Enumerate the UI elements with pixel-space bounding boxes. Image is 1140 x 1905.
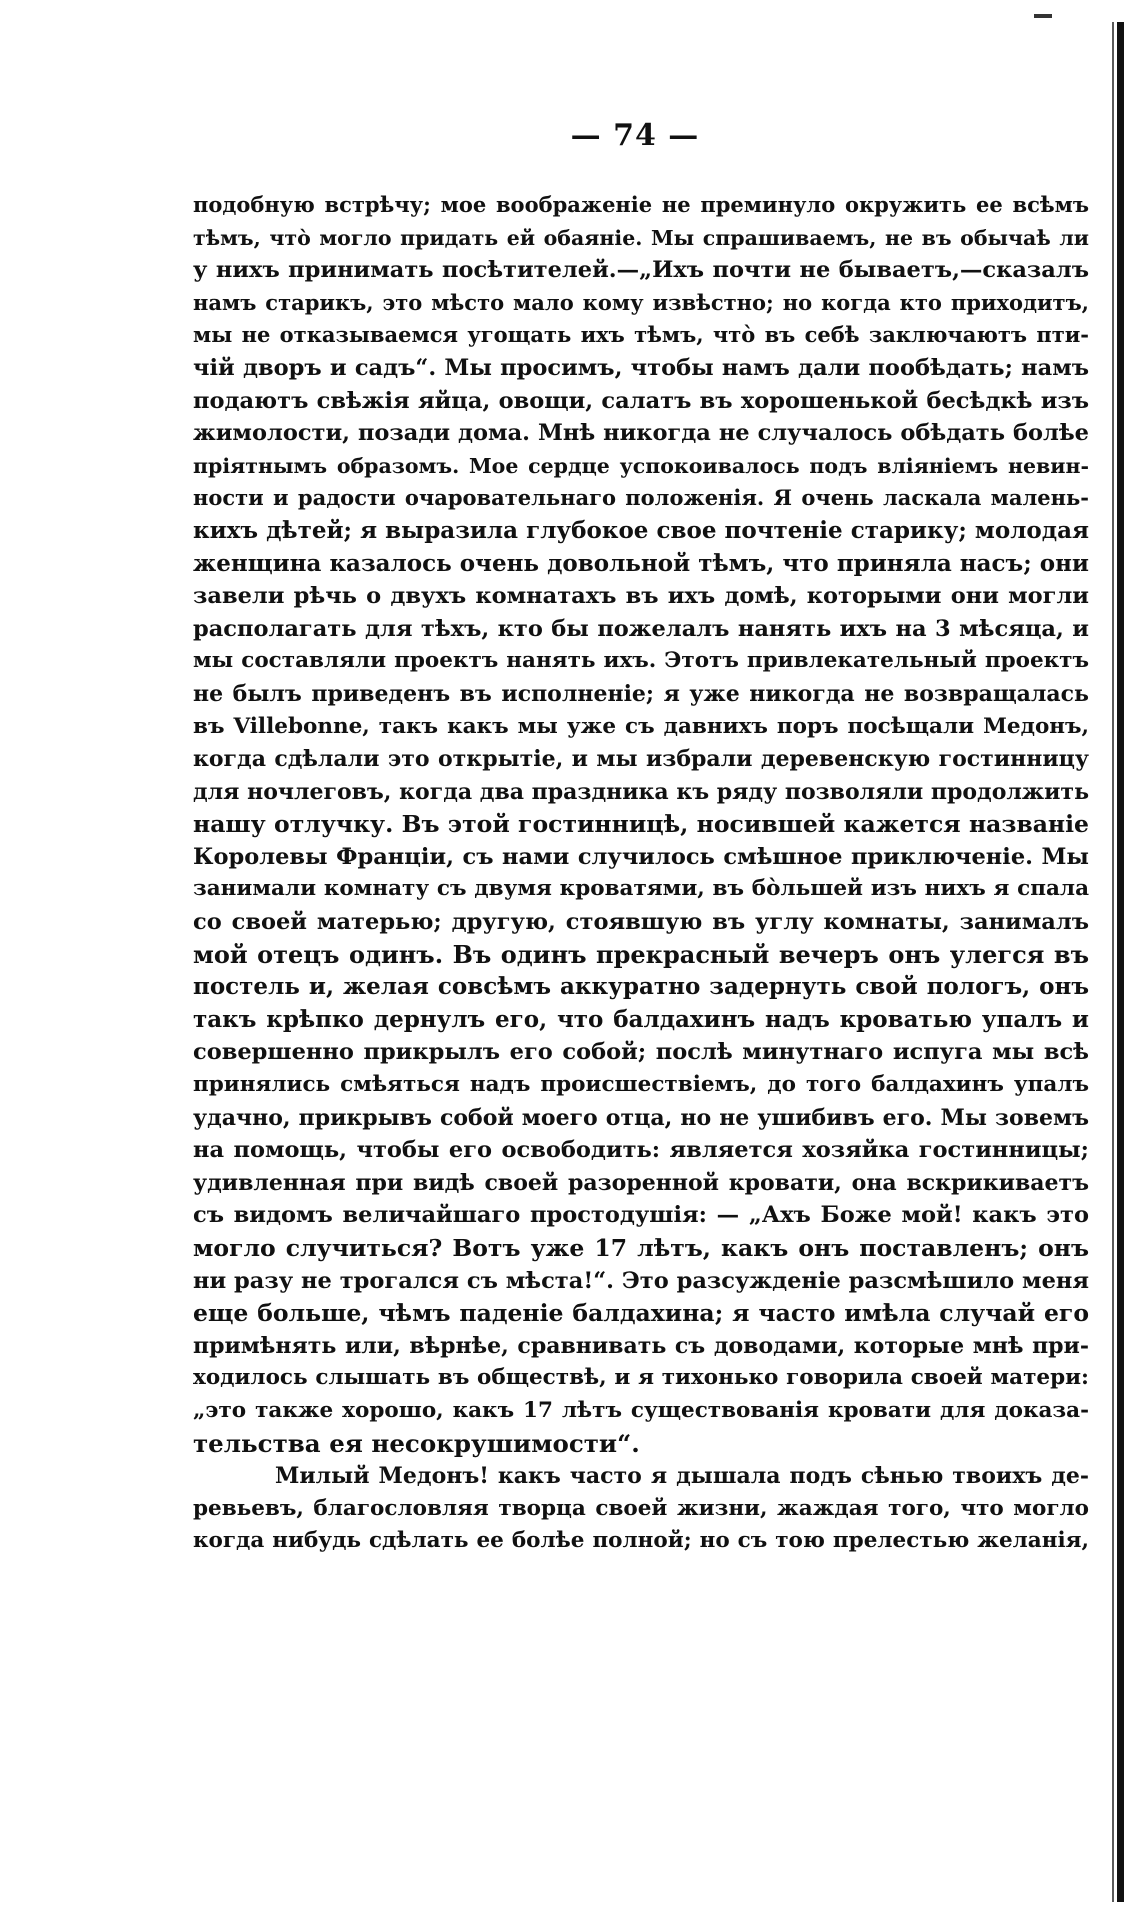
text-line: когда нибудь сдѣлать ее болѣе полной; но съ тою прелестью желанія,: [193, 1528, 1089, 1554]
text-line: подаютъ свѣжія яйца, овощи, салатъ въ хорошенькой бесѣдкѣ изъ: [193, 387, 1089, 414]
text-line: намъ старикъ, это мѣсто мало кому извѣстно; но когда кто приходитъ,: [193, 289, 1089, 315]
page-edge: [1117, 22, 1124, 1902]
corner-mark: [1034, 14, 1052, 18]
text-line: ни разу не трогался съ мѣста!“. Это разсужденіе разсмѣшило меня: [193, 1267, 1089, 1294]
text-line: жимолости, позади дома. Мнѣ никогда не случалось обѣдать болѣе: [193, 420, 1089, 447]
text-line: Королевы Франціи, съ нами случилось смѣшное приключеніе. Мы: [193, 843, 1089, 870]
text-line: мы не отказываемся угощать ихъ тѣмъ, что̀ въ себѣ заключаютъ пти-: [193, 322, 1089, 348]
text-line: Милый Медонъ! какъ часто я дышала подъ сѣнью твоихъ де-: [275, 1463, 1089, 1490]
text-line: не былъ приведенъ въ исполненіе; я уже никогда не возвращалась: [193, 680, 1089, 707]
text-line: женщина казалось очень довольной тѣмъ, что приняла насъ; они: [193, 549, 1089, 577]
text-line: удачно, прикрывъ собой моего отца, но не ушибивъ его. Мы зовемъ: [193, 1104, 1089, 1131]
text-line: мой отецъ одинъ. Въ одинъ прекрасный вечеръ онъ улегся въ: [193, 939, 1089, 969]
text-line: пріятнымъ образомъ. Мое сердце успокоивалось подъ вліяніемъ невин-: [193, 453, 1089, 478]
text-line: занимали комнату съ двумя кроватями, въ бо̀льшей изъ нихъ я спала: [193, 876, 1089, 902]
text-line: завели рѣчь о двухъ комнатахъ въ ихъ домѣ, которыми они могли: [193, 583, 1089, 610]
text-line: ходилось слышать въ обществѣ, и я тихонько говорила своей матери:: [193, 1365, 1089, 1391]
text-line: на помощь, чтобы его освободить: является хозяйка гостинницы;: [193, 1137, 1089, 1164]
text-line: примѣнять или, вѣрнѣе, сравнивать съ доводами, которые мнѣ при-: [193, 1332, 1089, 1359]
page-number: — 74 —: [570, 118, 700, 153]
text-line: постель и, желая совсѣмъ аккуратно задернуть свой пологъ, онъ: [193, 973, 1089, 1001]
text-line: для ночлеговъ, когда два праздника къ ряду позволяли продолжить: [193, 778, 1089, 805]
body-text: [193, 189, 1089, 1558]
paragraph-1: [193, 189, 1089, 1460]
paragraph-2: [193, 1460, 1089, 1558]
text-line: у нихъ принимать посѣтителей.—„Ихъ почти не бываетъ,—сказалъ: [193, 257, 1089, 284]
text-line: еще больше, чѣмъ паденіе балдахина; я часто имѣла случай его: [193, 1299, 1089, 1328]
text-line: ревьевъ, благословляя творца своей жизни, жаждая того, что могло: [193, 1495, 1089, 1521]
text-line: мы составляли проектъ нанять ихъ. Этотъ привлекательный проектъ: [193, 648, 1089, 674]
text-line: принялись смѣяться надъ происшествіемъ, до того балдахинъ упалъ: [193, 1072, 1089, 1098]
text-line: кихъ дѣтей; я выразила глубокое свое почтеніе старику; молодая: [193, 516, 1089, 544]
text-line: тѣмъ, что̀ могло придать ей обаяніе. Мы спрашиваемъ, не въ обычаѣ ли: [193, 225, 1089, 250]
text-line: съ видомъ величайшаго простодушія: — „Ахъ Боже мой! какъ это: [193, 1202, 1089, 1229]
text-line: ности и радости очаровательнаго положенія. Я очень ласкала малень-: [193, 485, 1089, 511]
text-line: чій дворъ и садъ“. Мы просимъ, чтобы намъ дали пообѣдать; намъ: [193, 354, 1089, 381]
text-line: совершенно прикрылъ его собой; послѣ минутнаго испуга мы всѣ: [193, 1039, 1089, 1066]
text-line: удивленная при видѣ своей разоренной кровати, она вскрикиваетъ: [193, 1169, 1089, 1196]
text-line: со своей матерью; другую, стоявшую въ углу комнаты, занималъ: [193, 909, 1089, 936]
text-line: тельства ея несокрушимости“.: [193, 1428, 640, 1458]
text-line: подобную встрѣчу; мое воображеніе не преминуло окружить ее всѣмъ: [193, 192, 1089, 217]
text-line: такъ крѣпко дернулъ его, что балдахинъ надъ кроватью упалъ и: [193, 1005, 1089, 1033]
text-line: когда сдѣлали это открытіе, и мы избрали деревенскую гостинницу: [193, 746, 1089, 773]
text-line: нашу отлучку. Въ этой гостинницѣ, носившей кажется названіе: [193, 810, 1089, 839]
text-line: въ Villebonne, такъ какъ мы уже съ давнихъ поръ посѣщали Медонъ,: [193, 713, 1089, 739]
text-line: „это также хорошо, какъ 17 лѣтъ существованія кровати для доказа-: [193, 1397, 1089, 1423]
text-line: располагать для тѣхъ, кто бы пожелалъ нанять ихъ на 3 мѣсяца, и: [193, 615, 1089, 642]
page-edge-shadow: [1112, 22, 1114, 1902]
text-line: могло случиться? Вотъ уже 17 лѣтъ, какъ онъ поставленъ; онъ: [193, 1234, 1089, 1262]
